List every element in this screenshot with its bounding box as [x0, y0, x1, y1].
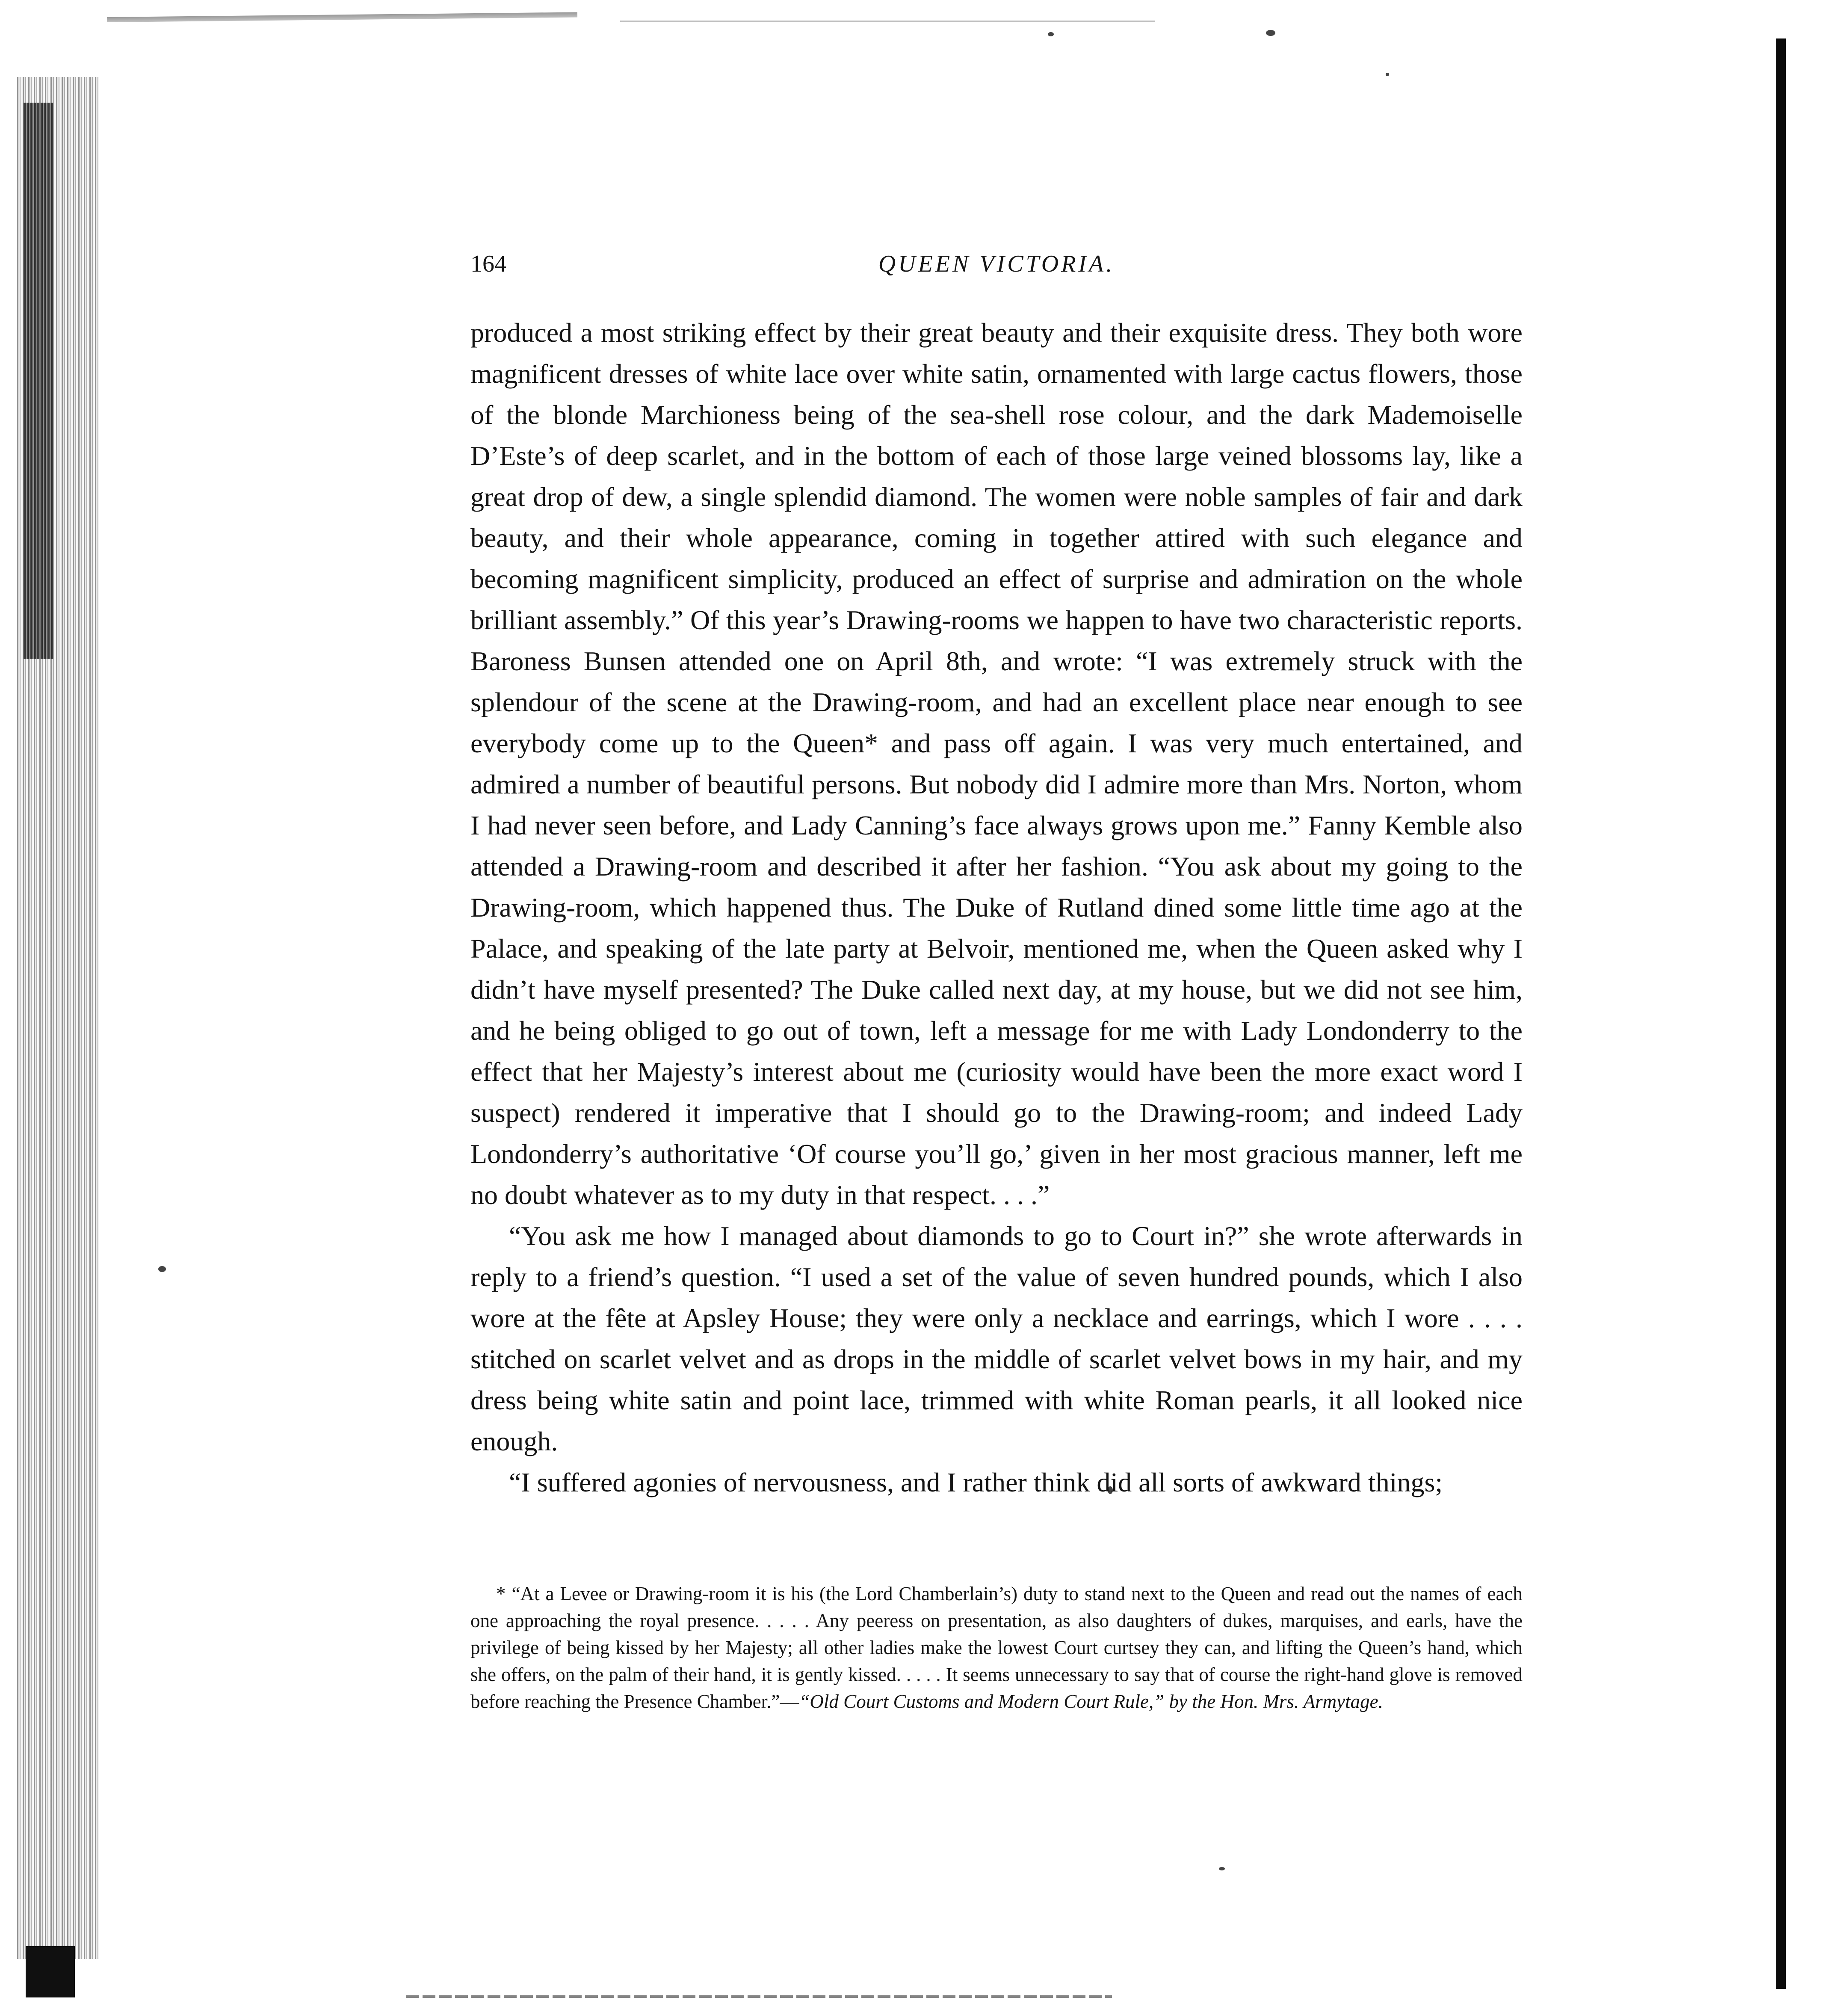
- scan-speck: [1048, 32, 1054, 36]
- scan-speck: [1266, 30, 1275, 36]
- body-text: [470, 312, 1523, 1503]
- binding-gutter-block: [26, 1946, 75, 1997]
- bottom-edge-artifact: [406, 1995, 1112, 1998]
- footnote: [470, 1580, 1523, 1715]
- footnote-source: “Old Court Customs and Modern Court Rule,” by the Hon. Mrs. Armytage.: [799, 1691, 1383, 1712]
- paragraph: “I suffered agonies of nervousness, and I rather think did all sorts of awkward things;: [509, 1467, 1443, 1497]
- top-edge-artifact: [107, 12, 577, 22]
- footnote-text: * “At a Levee or Drawing-room it is his (the Lord Chamberlain’s) duty to stand next to the Queen and read out the names of each one approaching the royal presence. . . . . Any peeress on presentation, as also daughters of dukes, marquises, and earls, have the privilege of being kissed by her Majesty; all other ladies make the lowest Court curtsey they can, and lifting the Queen’s hand, which she offers, on the palm of their hand, it is gently kissed. . . . . It seems unnecessary to say that of course the right-hand glove is removed before reaching the Presence Chamber.”—: [470, 1583, 1523, 1712]
- top-edge-line: [620, 21, 1155, 22]
- scan-speck: [1386, 73, 1389, 76]
- paragraph: produced a most striking effect by their great beauty and their exquisite dress. They both wore magnificent dresses of white lace over white satin, ornamented with large cactus flowers, those of the blonde Marchioness being of the sea-shell rose colour, and the dark Mademoiselle D’Este’s of deep scarlet, and in the bottom of each of those large veined blossoms lay, like a great drop of dew, a single splendid diamond. The women were noble samples of fair and dark beauty, and their whole appearance, coming in together attired with such elegance and becoming magnificent simplicity, produced an effect of surprise and admiration on the whole brilliant assembly.” Of this year’s Drawing-rooms we happen to have two characteristic reports. Baroness Bunsen attended one on April 8th, and wrote: “I was extremely struck with the splendour of the scene at the Drawing-room, and had an excellent place near enough to see everybody come up to the Queen* and pass off again. I was very much entertained, and admired a number of beautiful persons. But nobody did I admire more than Mrs. Norton, whom I had never seen before, and Lady Canning’s face always grows upon me.” Fanny Kemble also attended a Drawing-room and described it after her fashion. “You ask about my going to the Drawing-room, which happened thus. The Duke of Rutland dined some little time ago at the Palace, and speaking of the late party at Belvoir, mentioned me, when the Queen asked why I didn’t have myself presented? The Duke called next day, at my house, but we did not see him, and he being obliged to go out of town, left a message for me with Lady Londonderry to the effect that her Majesty’s interest about me (curiosity would have been the more exact word I suspect) rendered it imperative that I should go to the Drawing-room; and indeed Lady Londonderry’s authoritative ‘Of course you’ll go,’ given in her most gracious manner, left me no doubt whatever as to my duty in that respect. . . .”: [470, 317, 1523, 1210]
- scan-speck: [1219, 1867, 1225, 1870]
- page-header: [470, 246, 1523, 284]
- scan-speck: [158, 1266, 166, 1272]
- paragraph: “You ask me how I managed about diamonds to go to Court in?” she wrote afterwards in reply to a friend’s question. “I used a set of the value of seven hundred pounds, which I also wore at the fête at Apsley House; they were only a necklace and earrings, which I wore . . . . stitched on scarlet velvet and as drops in the middle of scarlet velvet bows in my hair, and my dress being white satin and point lace, trimmed with white Roman pearls, it all looked nice enough.: [470, 1221, 1523, 1456]
- running-title: QUEEN VICTORIA.: [878, 251, 1115, 277]
- binding-gutter-dark-strip: [24, 103, 53, 659]
- page-number: 164: [470, 251, 506, 277]
- right-edge-bar: [1776, 38, 1786, 1989]
